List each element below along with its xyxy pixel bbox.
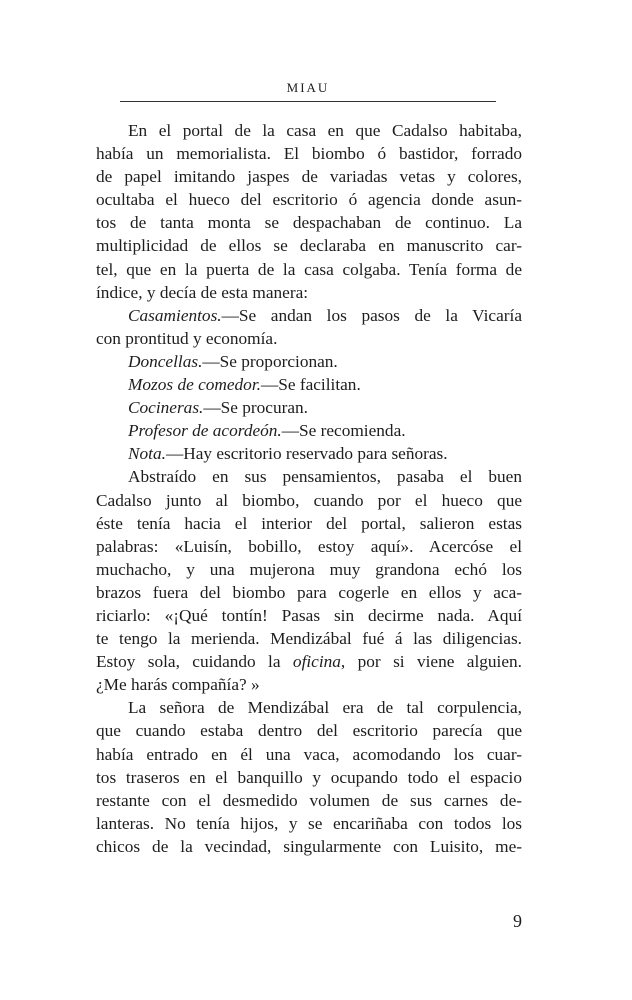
- text-run: —Se andan los pasos de la Vicaría: [221, 305, 522, 325]
- text-line: [96, 211, 522, 234]
- text-run: ¿Me harás compañía? »: [96, 675, 260, 695]
- page-number: 9: [513, 911, 522, 931]
- text-line: [96, 234, 522, 257]
- text-run: chicos de la vecindad, singularmente con Luisito, me-: [96, 836, 522, 856]
- body-text: [96, 119, 522, 858]
- italic-text: Casamientos.: [128, 305, 222, 325]
- text-line: [96, 419, 522, 442]
- text-run: tos de tanta monta se despachaban de continuo. La: [96, 213, 522, 233]
- text-run: que cuando estaba dentro del escritorio parecía que: [96, 721, 522, 741]
- text-run: tel, que en la puerta de la casa colgaba. Tenía forma de: [96, 259, 522, 279]
- text-run: Estoy sola, cuidando la: [96, 652, 293, 672]
- text-run: había entrado en él una vaca, acomodando los cuar-: [96, 744, 522, 764]
- text-line: [96, 535, 522, 558]
- text-run: muchacho, y una mujerona muy grandona echó los: [96, 559, 522, 579]
- text-line: [96, 119, 522, 142]
- italic-text: Nota.: [128, 444, 166, 464]
- text-line: [96, 142, 522, 165]
- text-line: [96, 812, 522, 835]
- text-run: Abstraído en sus pensamientos, pasaba el buen: [128, 467, 522, 487]
- text-run: La señora de Mendizábal era de tal corpulencia,: [128, 698, 522, 718]
- text-line: [96, 373, 522, 396]
- text-line: [96, 442, 522, 465]
- text-line: [96, 835, 522, 858]
- text-line: [96, 396, 522, 419]
- text-line: [96, 766, 522, 789]
- text-run: restante con el desmedido volumen de sus carnes de-: [96, 790, 522, 810]
- text-run: te tengo la merienda. Mendizábal fué á las diligencias.: [96, 629, 522, 649]
- italic-text: oficina: [292, 652, 341, 672]
- italic-text: Mozos de comedor.: [128, 375, 261, 395]
- text-line: [96, 696, 522, 719]
- italic-text: Cocineras.: [128, 398, 204, 418]
- text-line: [96, 650, 522, 673]
- text-run: riciarlo: «¡Qué tontín! Pasas sin decirme nada. Aquí: [96, 605, 522, 625]
- text-run: En el portal de la casa en que Cadalso habitaba,: [128, 121, 522, 140]
- text-line: [96, 465, 522, 488]
- text-line: [96, 673, 522, 696]
- text-line: [96, 327, 522, 350]
- text-line: [96, 558, 522, 581]
- text-run: brazos fuera del biombo para cogerle en ellos y aca-: [96, 582, 522, 602]
- text-line: [96, 304, 522, 327]
- text-run: Cadalso junto al biombo, cuando por el hueco que: [96, 490, 522, 510]
- text-run: tos traseros en el banquillo y ocupando todo el espacio: [96, 767, 522, 787]
- text-line: [96, 258, 522, 281]
- text-line: [96, 489, 522, 512]
- text-line: [96, 604, 522, 627]
- text-run: —Se facilitan.: [260, 375, 361, 395]
- text-run: con prontitud y economía.: [96, 328, 278, 348]
- text-run: había un memorialista. El biombo ó bastidor, forrado: [96, 144, 522, 164]
- text-line: [96, 719, 522, 742]
- italic-text: Doncellas.: [128, 351, 203, 371]
- text-run: palabras: «Luisín, bobillo, estoy aquí». Acercóse el: [96, 536, 522, 556]
- text-run: —Hay escritorio reservado para señoras.: [165, 444, 448, 464]
- text-line: [96, 165, 522, 188]
- text-line: [96, 743, 522, 766]
- text-run: multiplicidad de ellos se declaraba en manuscrito car-: [96, 236, 522, 256]
- text-run: , por si viene alguien.: [340, 652, 522, 672]
- text-line: [96, 350, 522, 373]
- text-run: —Se recomienda.: [281, 421, 406, 441]
- running-head-title: MIAU: [286, 80, 330, 95]
- text-run: ocultaba el hueco del escritorio ó agencia donde asun-: [96, 190, 522, 210]
- italic-text: Profesor de acordeón.: [128, 421, 282, 441]
- text-run: índice, y decía de esta manera:: [96, 282, 309, 302]
- text-line: [96, 789, 522, 812]
- text-line: [96, 627, 522, 650]
- header-rule: [120, 101, 496, 102]
- text-line: [96, 512, 522, 535]
- text-run: lanteras. No tenía hijos, y se encariñaba con todos los: [96, 813, 522, 833]
- text-line: [96, 281, 522, 304]
- text-line: [96, 581, 522, 604]
- text-run: éste tenía hacia el interior del portal, salieron estas: [96, 513, 522, 533]
- text-run: de papel imitando jaspes de variadas vetas y colores,: [96, 167, 522, 187]
- text-run: —Se proporcionan.: [202, 351, 338, 371]
- text-run: —Se procuran.: [203, 398, 308, 418]
- text-line: [96, 188, 522, 211]
